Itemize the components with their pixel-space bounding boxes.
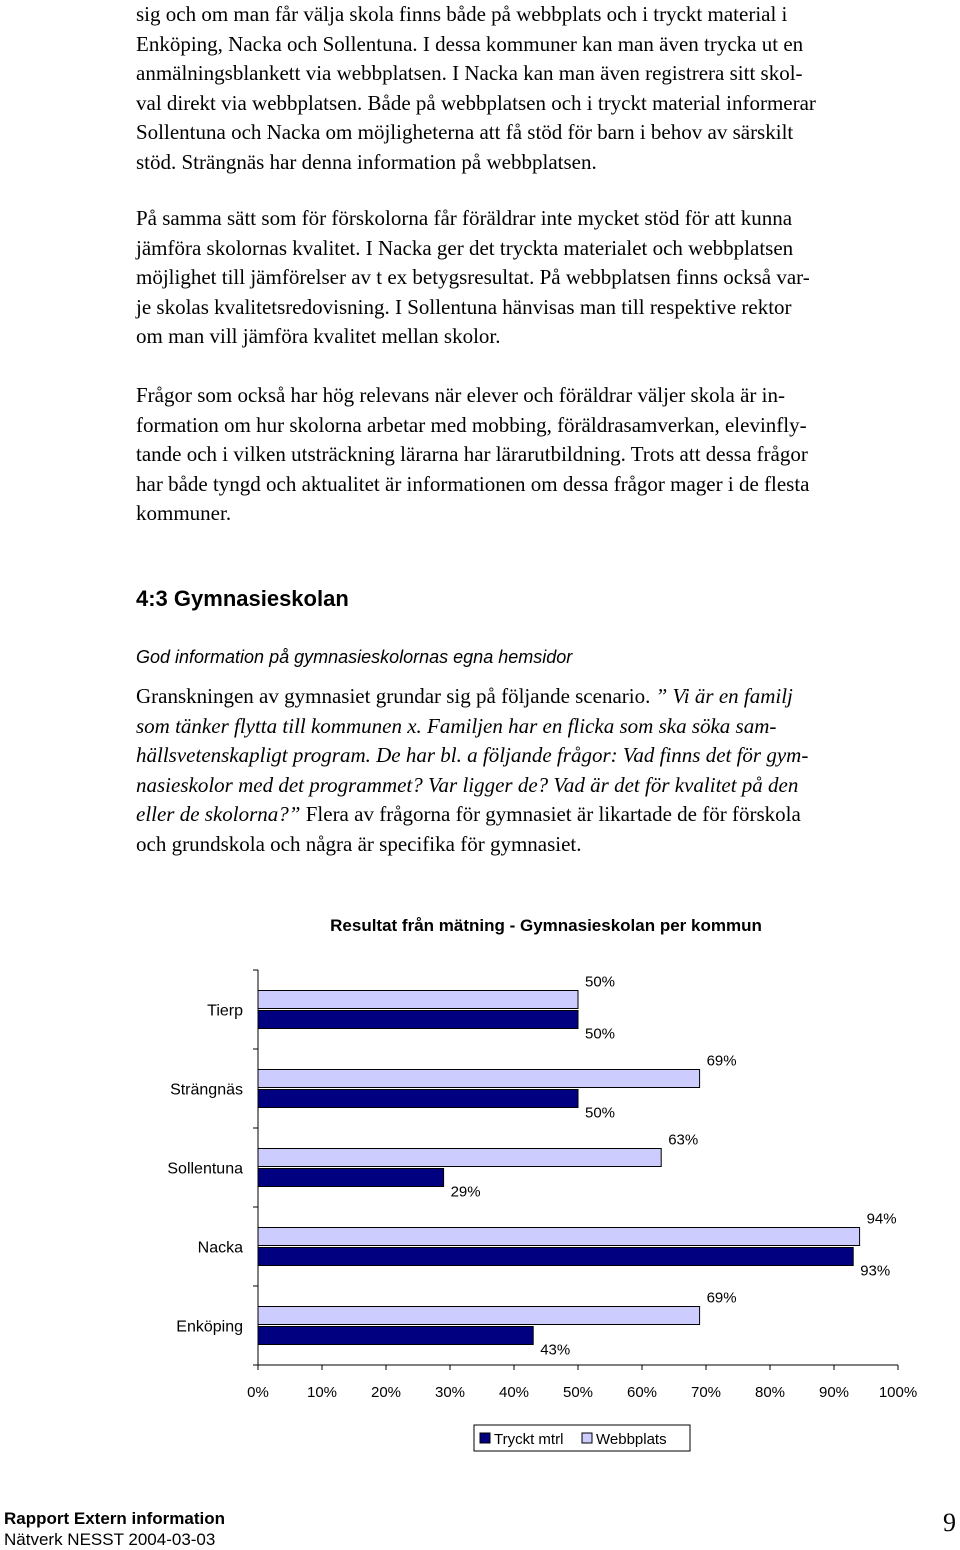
legend-swatch: [582, 1433, 592, 1443]
footer-info: [4, 1508, 225, 1550]
chart-title: Resultat från mätning - Gymnasieskolan per kommun: [330, 916, 762, 935]
x-tick-label: 0%: [247, 1384, 269, 1401]
data-label: 50%: [585, 1104, 616, 1122]
x-tick-label: 50%: [562, 1384, 594, 1401]
category-label: Strängnäs: [170, 1081, 243, 1099]
text-line: Frågor som också har hög relevans när elever och föräldrar väljer skola är in-: [136, 383, 785, 407]
text-line: je skolas kvalitetsredovisning. I Sollentuna hänvisas man till respektive rektor: [136, 294, 792, 319]
text-run: Granskningen av gymnasiet grundar sig på följande scenario.: [136, 684, 656, 708]
bar: [258, 1327, 533, 1345]
text-line: sig och om man får välja skola finns både på webbplats och i tryckt material i: [136, 2, 788, 26]
x-tick-label: 30%: [434, 1384, 466, 1401]
footer-title: Rapport Extern information: [4, 1509, 226, 1528]
text-line: jämföra skolornas kvalitet. I Nacka ger det tryckta materialet och webbplatsen: [136, 235, 794, 260]
x-tick-label: 90%: [818, 1384, 850, 1401]
legend-swatch: [480, 1433, 490, 1443]
data-label: 63%: [668, 1131, 699, 1149]
data-label: 50%: [585, 973, 616, 991]
text-line: val direkt via webbplatsen. Både på webbplatsen och i tryckt material informerar: [136, 90, 816, 115]
text-line: och grundskola och några är specifika för gymnasiet.: [136, 831, 582, 856]
data-label: 69%: [706, 1289, 737, 1307]
data-label: 29%: [450, 1183, 481, 1201]
text-line: tande och i vilken utsträckning lärarna har lärarutbildning. Trots att dessa frågor: [136, 442, 808, 466]
text-line: [136, 800, 958, 830]
x-tick-label: 20%: [370, 1384, 402, 1401]
bar: [258, 1090, 578, 1108]
text-run: Flera av frågorna för gymnasiet är likartade de för förskola: [300, 802, 801, 826]
text-line: [136, 682, 958, 712]
footer-subtitle: Nätverk NESST 2004-03-03: [4, 1530, 216, 1549]
data-label: 50%: [585, 1025, 616, 1043]
category-label: Tierp: [207, 1002, 243, 1020]
bar: [258, 1070, 700, 1088]
text-line: anmälningsblankett via webbplatsen. I Nacka kan man även registrera sitt skol-: [136, 61, 803, 85]
bar: [258, 1169, 444, 1187]
text-line: På samma sätt som för förskolorna får föräldrar inte mycket stöd för att kunna: [136, 206, 793, 230]
quote-line: hällsvetenskapligt program. De har bl. a följande frågor: Vad finns det för gym-: [136, 743, 809, 767]
category-label: Nacka: [197, 1239, 243, 1257]
category-label: Sollentuna: [167, 1160, 243, 1178]
bar: [258, 1228, 860, 1246]
quote-line: nasieskolor med det programmet? Var ligger de? Vad är det för kvalitet på den: [136, 772, 799, 797]
quote-run: eller de skolorna?”: [136, 802, 301, 826]
data-label: 43%: [540, 1341, 571, 1359]
bar: [258, 1248, 853, 1266]
page-number: 9: [943, 1508, 956, 1537]
category-label: Enköping: [176, 1318, 243, 1336]
text-line: möjlighet till jämförelser av t ex betygsresultat. På webbplatsen finns också var-: [136, 265, 810, 289]
text-line: har både tyngd och aktualitet är informationen om dessa frågor mager i de flesta: [136, 471, 810, 496]
text-line: Enköping, Nacka och Sollentuna. I dessa kommuner kan man även trycka ut en: [136, 31, 804, 56]
legend-label: Tryckt mtrl: [494, 1431, 564, 1448]
x-tick-label: 40%: [498, 1384, 530, 1401]
section-subheading: God information på gymnasieskolornas egna hemsidor: [136, 647, 573, 667]
data-label: 93%: [860, 1262, 891, 1280]
quote-line: som tänker flytta till kommunen x. Familjen har en flicka som ska söka sam-: [136, 713, 777, 738]
paragraph-2: [136, 204, 958, 352]
data-label: 69%: [706, 1052, 737, 1070]
bar: [258, 991, 578, 1009]
x-tick-label: 100%: [878, 1384, 918, 1401]
text-line: stöd. Strängnäs har denna information på webbplatsen.: [136, 149, 597, 174]
quote-run: ” Vi är en familj: [655, 684, 793, 708]
x-tick-label: 10%: [306, 1384, 338, 1401]
text-line: om man vill jämföra kvalitet mellan skolor.: [136, 324, 501, 348]
bar: [258, 1011, 578, 1029]
x-tick-label: 80%: [754, 1384, 786, 1401]
paragraph-3: [136, 381, 958, 529]
x-tick-label: 70%: [690, 1384, 722, 1401]
text-line: Sollentuna och Nacka om möjligheterna att få stöd för barn i behov av särskilt: [136, 120, 794, 144]
data-label: 94%: [866, 1210, 897, 1228]
bar-chart: [0, 890, 960, 1470]
bar: [258, 1149, 661, 1167]
paragraph-1: [136, 0, 958, 177]
x-tick-label: 60%: [626, 1384, 658, 1401]
text-line: formation om hur skolorna arbetar med mobbing, föräldrasamverkan, elevinfly-: [136, 412, 807, 437]
text-line: kommuner.: [136, 501, 232, 525]
paragraph-4: [136, 682, 958, 859]
legend-label: Webbplats: [596, 1431, 667, 1448]
section-heading: 4:3 Gymnasieskolan: [136, 586, 349, 611]
bar: [258, 1307, 700, 1325]
